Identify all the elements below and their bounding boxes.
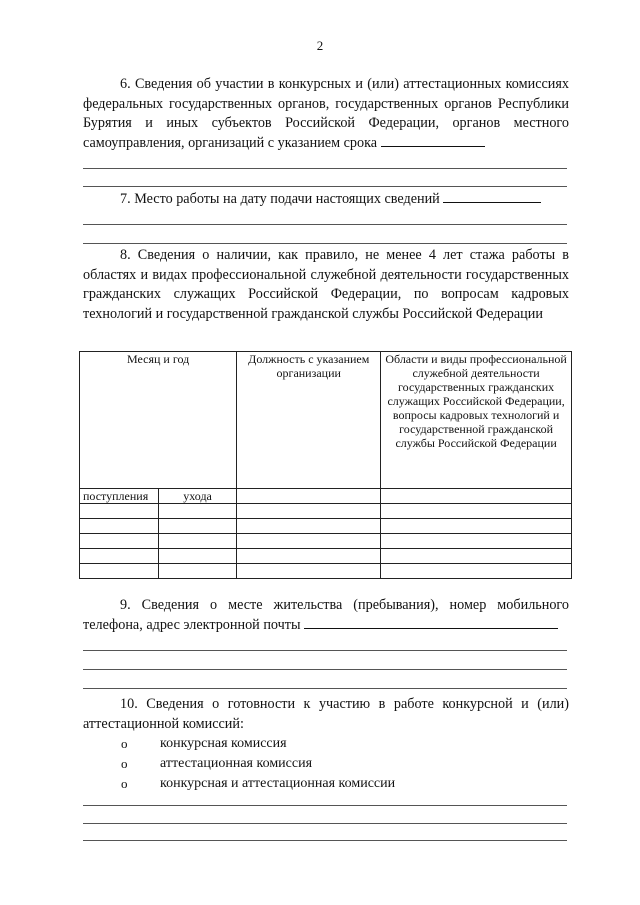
cell-exit[interactable] [158, 504, 236, 519]
table-row [80, 519, 572, 534]
section-9-line-2[interactable] [83, 669, 567, 670]
option-label: аттестационная комиссия [160, 756, 313, 771]
cell-position[interactable] [237, 519, 381, 534]
cell-position[interactable] [237, 564, 381, 579]
subheader-entry: поступления [80, 489, 159, 504]
section-6-line-2[interactable] [83, 186, 567, 187]
subheader-areas-cell [381, 489, 572, 504]
section-10-line-2[interactable] [83, 823, 567, 824]
section-6-paragraph [83, 75, 569, 153]
section-7-text: 7. Место работы на дату подачи настоящих сведений [120, 191, 440, 207]
cell-exit[interactable] [158, 549, 236, 564]
option-bullet-icon[interactable]: o [121, 776, 128, 791]
cell-exit[interactable] [158, 564, 236, 579]
cell-entry[interactable] [80, 519, 159, 534]
section-7-line-1[interactable] [83, 224, 567, 225]
page-number: 2 [316, 38, 324, 53]
table-row [80, 549, 572, 564]
option-bullet-icon[interactable]: o [121, 756, 128, 771]
cell-areas[interactable] [381, 549, 572, 564]
section-8-text: 8. Сведения о наличии, как правило, не менее 4 лет стажа работы в областях и видах профессиональной служебной деятельности государственных гражданских служащих Российской Федерации, по вопросам кадровых технологий и государственной гражданской службы Российской Федерации [83, 247, 569, 322]
section-8-paragraph [83, 246, 569, 324]
section-9-blank[interactable] [304, 616, 558, 629]
option-label: конкурсная и аттестационная комиссии [160, 776, 396, 791]
cell-entry[interactable] [80, 549, 159, 564]
cell-position[interactable] [237, 534, 381, 549]
section-6-blank[interactable] [381, 134, 485, 147]
option-label: конкурсная комиссия [160, 736, 287, 751]
section-9-line-1[interactable] [83, 650, 567, 651]
section-10-line-1[interactable] [83, 805, 567, 806]
cell-position[interactable] [237, 549, 381, 564]
cell-entry[interactable] [80, 564, 159, 579]
cell-areas[interactable] [381, 564, 572, 579]
cell-entry[interactable] [80, 504, 159, 519]
section-10-paragraph [83, 695, 569, 734]
cell-position[interactable] [237, 504, 381, 519]
section-9-paragraph [83, 596, 569, 635]
table-row [80, 534, 572, 549]
subheader-exit: ухода [158, 489, 236, 504]
section-7-line-2[interactable] [83, 243, 567, 244]
table-subheader-row [80, 489, 572, 504]
table-header-row [80, 352, 572, 489]
option-bullet-icon[interactable]: o [121, 736, 128, 751]
cell-areas[interactable] [381, 519, 572, 534]
cell-exit[interactable] [158, 519, 236, 534]
table-row [80, 504, 572, 519]
section-7-paragraph [83, 190, 569, 210]
section-9-text: 9. Сведения о месте жительства (пребывания), номер мобильного телефона, адрес электронной почты [83, 597, 569, 633]
header-position: Должность с указанием организации [237, 352, 381, 489]
section-6-text: 6. Сведения об участии в конкурсных и (или) аттестационных комиссиях федеральных государственных органов, государственных органов Республики Бурятия и иных субъектов Российской Федерации, органов местного самоуправления, организаций с указанием срока [83, 76, 569, 151]
section-9-line-3[interactable] [83, 688, 567, 689]
header-areas: Области и виды профессиональной служебной деятельности государственных гражданских служащих Российской Федерации, вопросы кадровых технологий и государственной гражданской службы Российской Федерации [381, 352, 572, 489]
cell-areas[interactable] [381, 504, 572, 519]
experience-table [79, 351, 572, 579]
cell-entry[interactable] [80, 534, 159, 549]
section-10-text: 10. Сведения о готовности к участию в работе конкурсной и (или) аттестационной комиссий: [83, 696, 569, 732]
table-row [80, 564, 572, 579]
section-6-line-1[interactable] [83, 168, 567, 169]
header-month-year: Месяц и год [80, 352, 237, 489]
cell-exit[interactable] [158, 534, 236, 549]
cell-areas[interactable] [381, 534, 572, 549]
section-10-line-3[interactable] [83, 840, 567, 841]
subheader-position-cell [237, 489, 381, 504]
section-7-blank[interactable] [443, 190, 541, 203]
